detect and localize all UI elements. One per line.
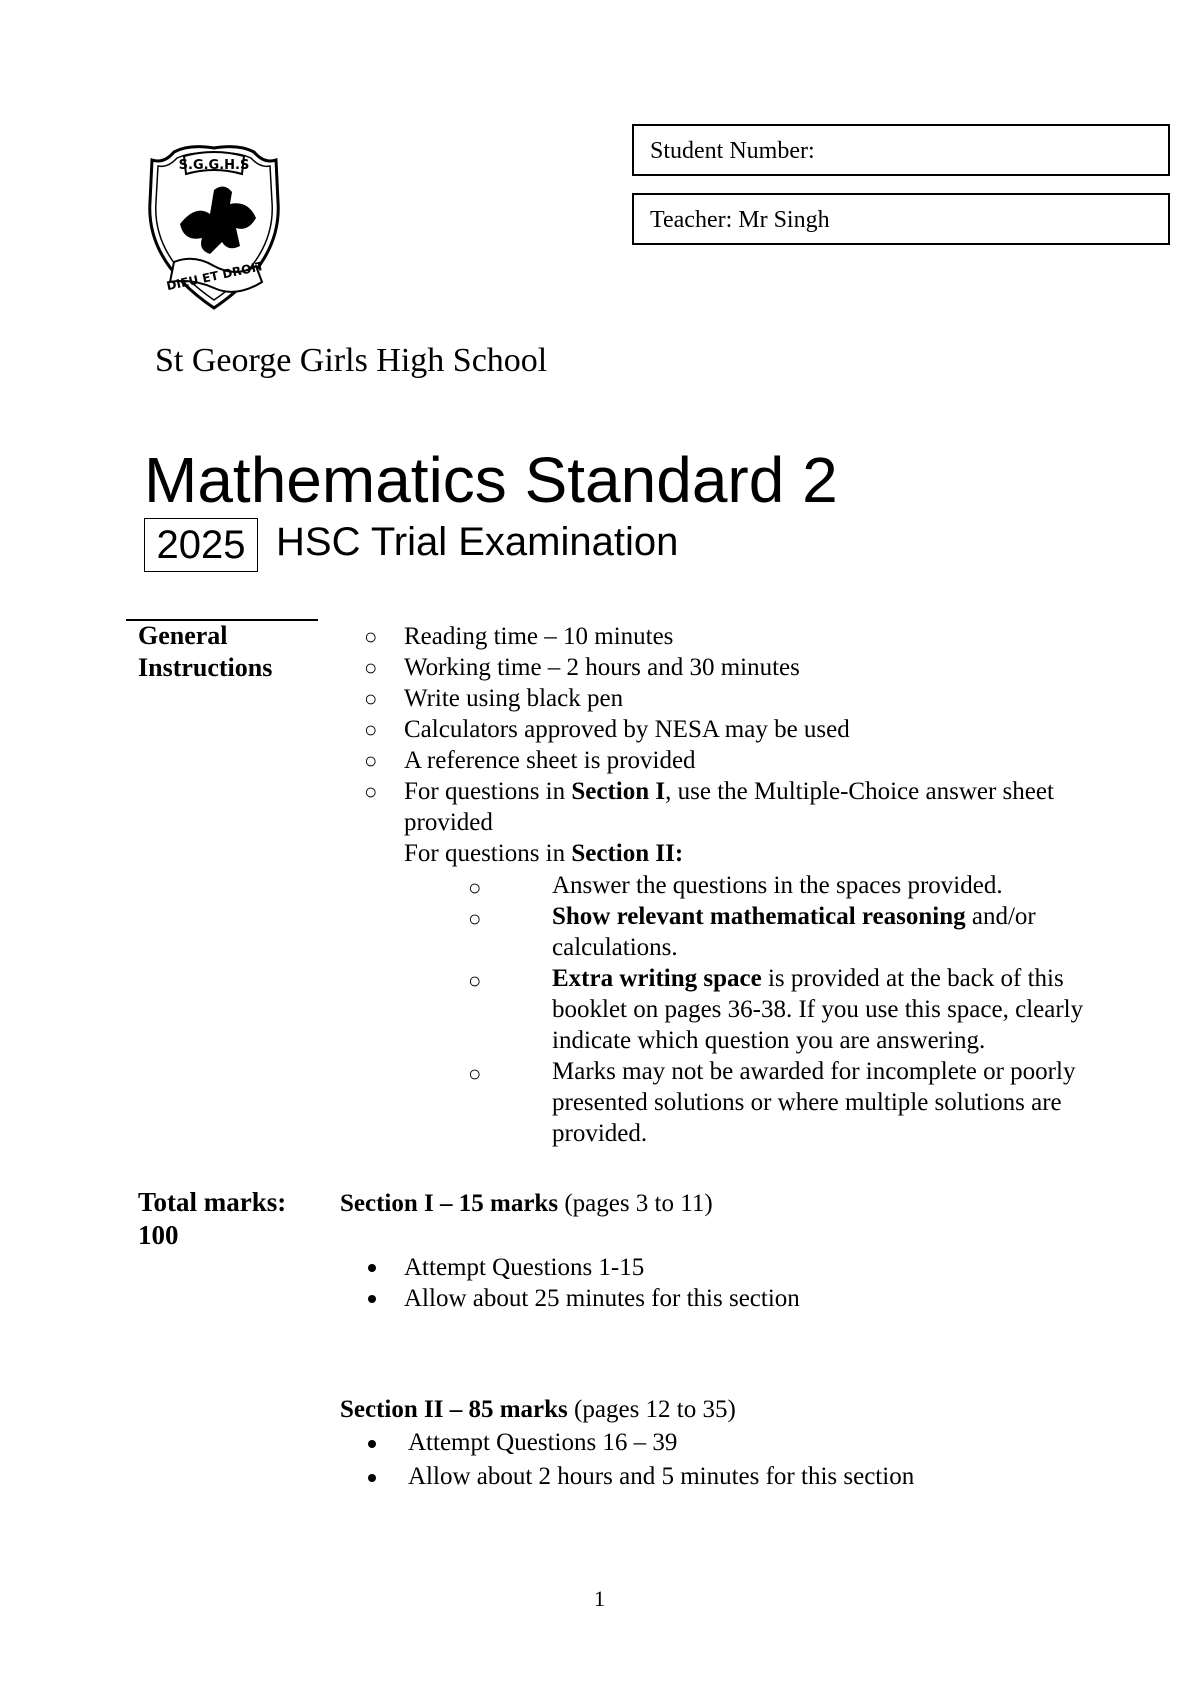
circle-bullet-icon: ○: [364, 779, 378, 804]
circle-bullet-icon: ○: [468, 906, 482, 931]
circle-bullet-icon: ○: [364, 655, 378, 680]
list-item: ○ Marks may not be awarded for incomplete or poorly presented solutions or where multiple solutions are provided.: [468, 1058, 1076, 1147]
total-marks-label: Total marks: 100: [138, 1187, 287, 1250]
list-item: ○ Write using black pen: [364, 685, 624, 712]
section1-list: [360, 1252, 800, 1314]
section2-sub-list: [460, 870, 1140, 1149]
section1-heading: Section I – 15 marks (pages 3 to 11): [340, 1190, 713, 1217]
bullet-dot-icon: [368, 1264, 376, 1272]
list-item: ○ Answer the questions in the spaces provided.: [460, 870, 1140, 901]
circle-bullet-icon: ○: [468, 968, 482, 993]
list-item: ○ For questions in Section I, use the Multiple-Choice answer sheet provided: [364, 778, 1054, 836]
teacher-label: Teacher: Mr Singh: [650, 207, 830, 233]
circle-bullet-icon: ○: [364, 748, 378, 773]
circle-bullet-icon: ○: [468, 1061, 482, 1086]
student-number-box: [632, 124, 1170, 176]
list-item: Attempt Questions 1-15: [360, 1252, 800, 1283]
circle-bullet-icon: ○: [364, 624, 378, 649]
list-item: ○ A reference sheet is provided: [364, 747, 696, 774]
exam-subtitle: HSC Trial Examination: [276, 520, 679, 564]
circle-bullet-icon: ○: [364, 717, 378, 742]
crest-shield-icon: [144, 142, 284, 314]
list-item: Allow about 25 minutes for this section: [360, 1283, 800, 1314]
student-number-label: Student Number:: [650, 138, 815, 164]
exam-year-box: 2025: [144, 518, 258, 572]
list-item: ○ Show relevant mathematical reasoning and/or calculations.: [468, 903, 1036, 961]
list-item: Allow about 2 hours and 5 minutes for this section: [360, 1460, 914, 1494]
bullet-dot-icon: [368, 1295, 376, 1303]
list-item: ○ Calculators approved by NESA may be used: [364, 716, 850, 743]
section2-instructions: For questions in Section II:: [404, 840, 684, 867]
instructions-list: [360, 621, 1140, 838]
list-item: ○ Reading time – 10 minutes: [364, 623, 674, 650]
exam-title: Mathematics Standard 2: [144, 444, 838, 516]
list-item: ○ Working time – 2 hours and 30 minutes: [364, 654, 800, 681]
circle-bullet-icon: ○: [468, 875, 482, 900]
school-crest-logo: [144, 142, 284, 314]
list-item: Attempt Questions 16 – 39: [360, 1426, 914, 1460]
section2-list: [360, 1426, 914, 1494]
school-name: St George Girls High School: [155, 342, 548, 379]
svg-text:DIEU ET DROIT: DIEU ET DROIT: [165, 258, 266, 294]
bullet-dot-icon: [368, 1474, 376, 1482]
bullet-dot-icon: [368, 1440, 376, 1448]
circle-bullet-icon: ○: [364, 686, 378, 711]
page-number: 1: [594, 1586, 605, 1611]
section2-heading: Section II – 85 marks (pages 12 to 35): [340, 1396, 736, 1423]
svg-text:S.G.G.H.S: S.G.G.H.S: [178, 158, 250, 173]
general-instructions-label: General Instructions: [138, 621, 273, 682]
list-item: ○ Extra writing space is provided at the back of this booklet on pages 36-38. If you use this space, clearly indicate which question you are answering.: [468, 965, 1084, 1054]
teacher-box: [632, 193, 1170, 245]
